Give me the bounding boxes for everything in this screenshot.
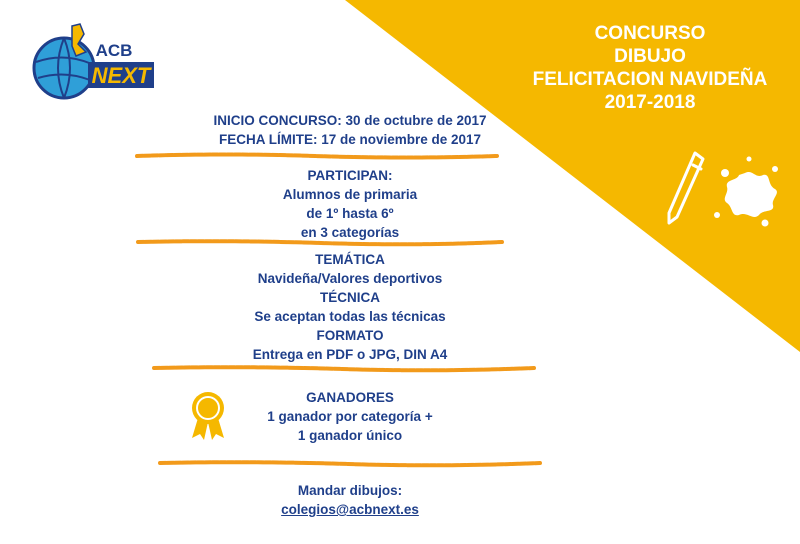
title-line-4: 2017-2018 [604, 92, 696, 113]
participants-section [150, 166, 550, 242]
acb-next-logo [28, 22, 156, 108]
participants-line: en 3 categorías [300, 225, 400, 240]
details-section [150, 250, 550, 364]
orange-divider [135, 151, 500, 161]
technique-text: Se aceptan todas las técnicas [254, 309, 446, 324]
winners-line: 1 ganador único [297, 428, 403, 443]
format-text: Entrega en PDF o JPG, DIN A4 [252, 347, 448, 362]
title-line-2: DIBUJO [614, 46, 686, 67]
logo-acb-text: ACB [95, 41, 133, 60]
deadline: FECHA LÍMITE: 17 de noviembre de 2017 [218, 132, 482, 147]
medal-icon [186, 390, 230, 442]
title-line-1: CONCURSO [594, 23, 706, 44]
format-heading: FORMATO [316, 328, 384, 343]
participants-line: Alumnos de primaria [282, 187, 418, 202]
winners-heading: GANADORES [306, 390, 394, 405]
participants-heading: PARTICIPAN: [307, 168, 393, 183]
winners-line: 1 ganador por categoría + [267, 409, 433, 424]
contest-title [500, 22, 800, 114]
contact-email-link[interactable]: colegios@acbnext.es [281, 502, 419, 517]
contact-section [150, 481, 550, 519]
participants-line: de 1º hasta 6º [306, 206, 394, 221]
theme-text: Navideña/Valores deportivos [257, 271, 443, 286]
orange-divider [152, 363, 537, 373]
logo-next-text: NEXT [91, 63, 151, 88]
brush-splash-icon [655, 145, 783, 235]
dates-section [150, 111, 550, 149]
orange-divider [158, 458, 543, 468]
technique-heading: TÉCNICA [320, 290, 380, 305]
start-date: INICIO CONCURSO: 30 de octubre de 2017 [213, 113, 487, 128]
contact-label: Mandar dibujos: [297, 483, 403, 498]
theme-heading: TEMÁTICA [315, 252, 385, 267]
title-line-3: FELICITACION NAVIDEÑA [532, 69, 768, 90]
orange-divider [136, 237, 506, 247]
